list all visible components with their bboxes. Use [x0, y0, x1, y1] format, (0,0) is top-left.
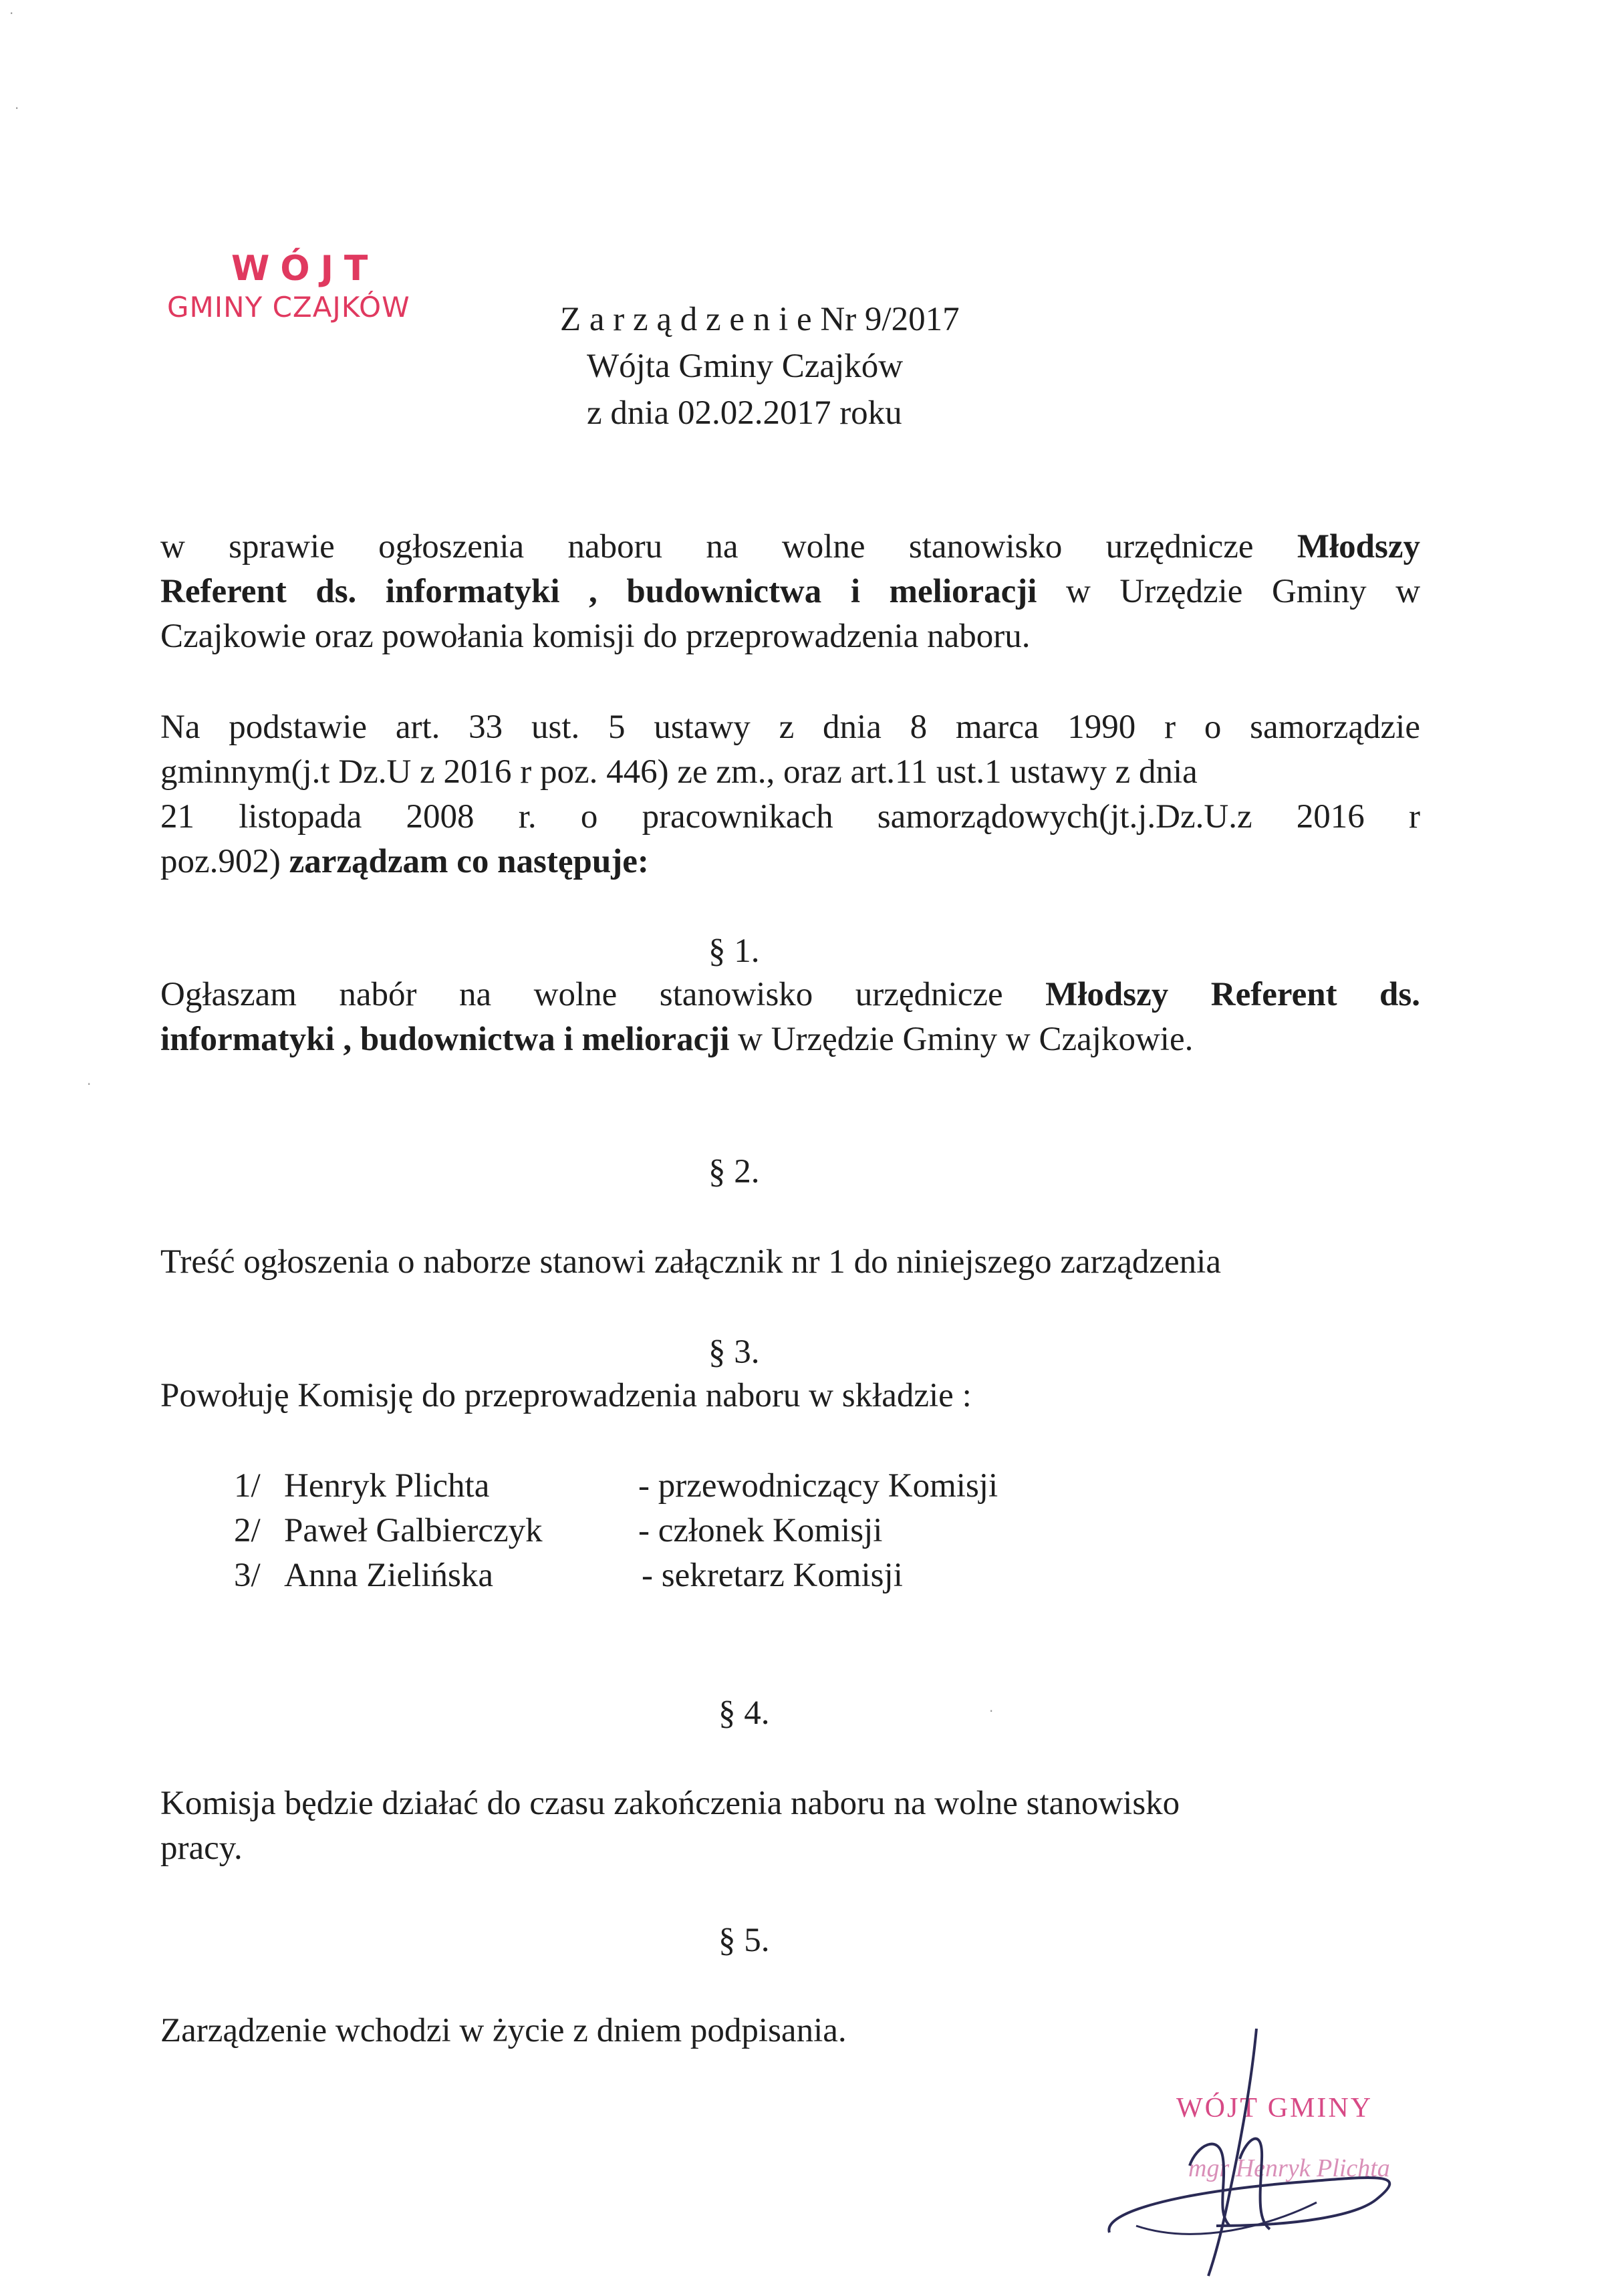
- basis-text: poz.902): [160, 843, 281, 880]
- document-title-line1: Z a r z ą d z e n i e Nr 9/2017: [560, 301, 960, 338]
- member-number: 1/: [234, 1467, 261, 1505]
- section-1-heading: § 1.: [708, 932, 760, 970]
- scan-speck: ·: [15, 100, 19, 116]
- member-role: - członek Komisji: [638, 1512, 883, 1549]
- member-role: - sekretarz Komisji: [642, 1557, 903, 1594]
- basis-line-3: 21 listopada 2008 r. o pracownikach samorządowych(jt.j.Dz.U.z 2016 r: [160, 798, 1420, 836]
- intro-text: w Urzędzie Gminy w: [1066, 573, 1421, 610]
- scan-speck: ·: [9, 5, 14, 21]
- document-title-line2: Wójta Gminy Czajków: [587, 348, 904, 385]
- position-name-bold: Referent ds. informatyki , budownictwa i melioracji: [160, 573, 1037, 610]
- member-number: 2/: [234, 1512, 261, 1549]
- section-5-heading: § 5.: [718, 1922, 770, 1959]
- stamp-footer-line1: WÓJT GMINY: [1176, 2093, 1373, 2124]
- decision-bold: zarządzam co następuje:: [289, 843, 649, 880]
- section-1-line-2: [160, 1017, 1193, 1061]
- section-2-text: Treść ogłoszenia o naborze stanowi załącznik nr 1 do niniejszego zarządzenia: [160, 1243, 1221, 1281]
- member-name: Paweł Galbierczyk: [284, 1512, 543, 1549]
- member-role: - przewodniczący Komisji: [638, 1467, 998, 1505]
- section-3-text: Powołuję Komisję do przeprowadzenia naboru w składzie :: [160, 1377, 972, 1414]
- basis-line-2: gminnym(j.t Dz.U z 2016 r poz. 446) ze zm., oraz art.11 ust.1 ustawy z dnia: [160, 753, 1198, 791]
- stamp-footer-line2: mgr Henryk Plichta: [1188, 2154, 1390, 2182]
- stamp-header-line2: GMINY CZAJKÓW: [167, 291, 410, 324]
- basis-line-1: Na podstawie art. 33 ust. 5 ustawy z dnia 8 marca 1990 r o samorządzie: [160, 709, 1420, 746]
- intro-line-3: Czajkowie oraz powołania komisji do przeprowadzenia naboru.: [160, 618, 1031, 655]
- stamp-header-line1: WÓJT: [231, 249, 379, 289]
- section-1-line-1: [160, 973, 1420, 1017]
- handwritten-signature: [1096, 2025, 1470, 2279]
- section-5-text: Zarządzenie wchodzi w życie z dniem podpisania.: [160, 2012, 847, 2049]
- intro-text: w sprawie ogłoszenia naboru na wolne stanowisko urzędnicze: [160, 528, 1254, 565]
- section-4-line-2: pracy.: [160, 1829, 243, 1867]
- member-name: Anna Zielińska: [284, 1557, 493, 1594]
- scan-speck: ·: [989, 1703, 994, 1719]
- position-name-bold: Młodszy: [1297, 528, 1420, 565]
- position-name-bold: Młodszy Referent ds.: [1045, 976, 1421, 1013]
- section-1-text: w Urzędzie Gminy w Czajkowie.: [738, 1021, 1194, 1058]
- wojt-header-stamp: [167, 249, 481, 326]
- section-4-heading: § 4.: [718, 1694, 770, 1732]
- document-title-line3: z dnia 02.02.2017 roku: [587, 394, 902, 432]
- basis-line-4: [160, 840, 649, 884]
- intro-line-1: [160, 525, 1420, 569]
- position-name-bold: informatyki , budownictwa i melioracji: [160, 1021, 730, 1058]
- scan-speck: ·: [87, 1076, 92, 1092]
- member-number: 3/: [234, 1557, 261, 1594]
- section-1-text: Ogłaszam nabór na wolne stanowisko urzędnicze: [160, 976, 1003, 1013]
- intro-line-2: [160, 569, 1420, 614]
- section-2-heading: § 2.: [708, 1153, 760, 1190]
- section-3-heading: § 3.: [708, 1333, 760, 1371]
- section-4-line-1: Komisja będzie działać do czasu zakończenia naboru na wolne stanowisko: [160, 1785, 1180, 1822]
- member-name: Henryk Plichta: [284, 1467, 490, 1505]
